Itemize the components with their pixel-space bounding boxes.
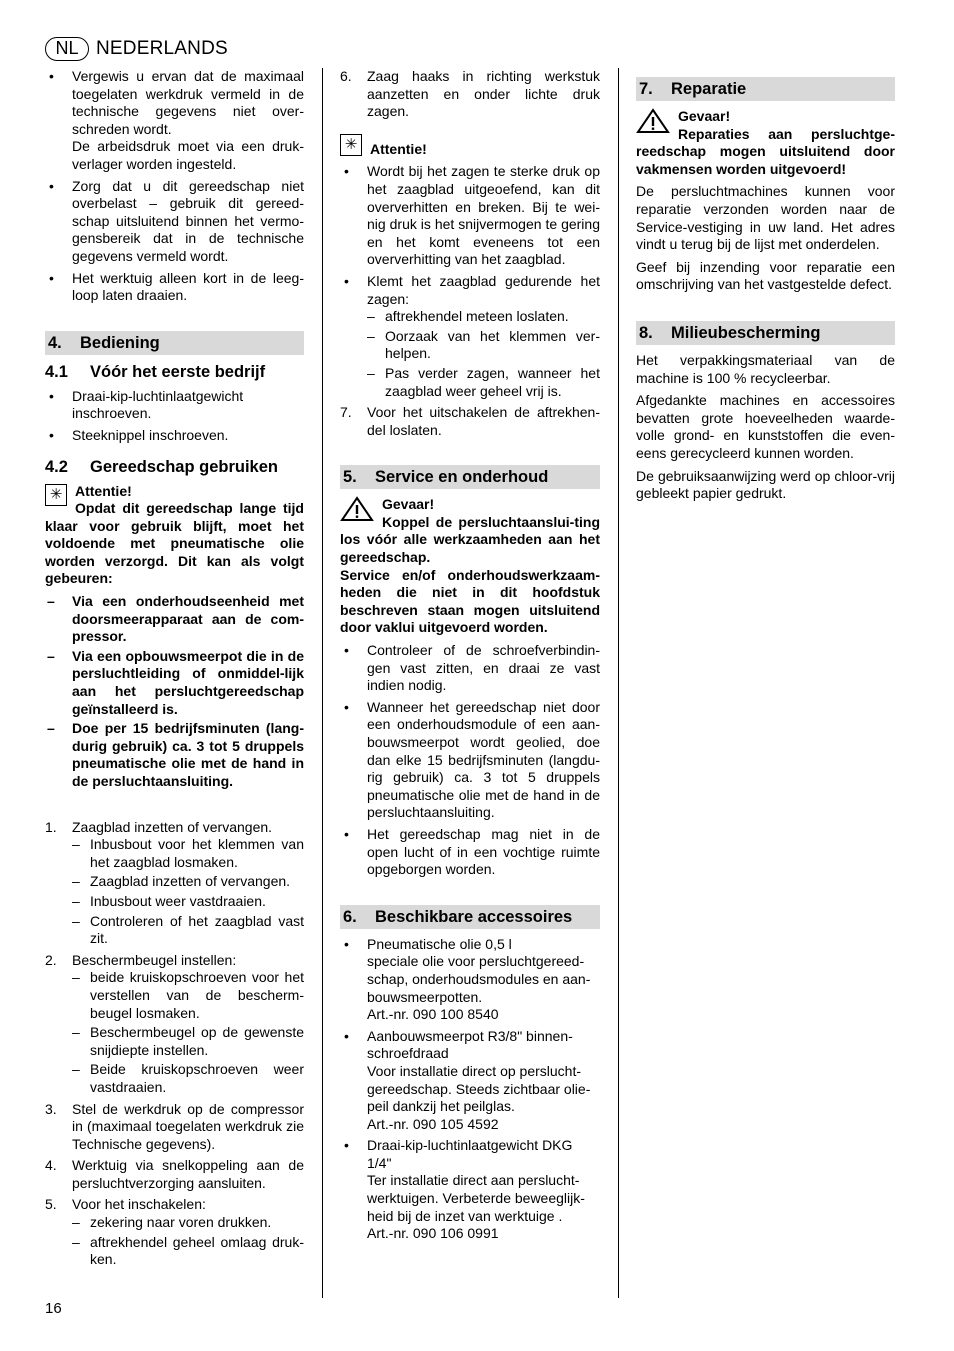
list-item: – Oorzaak van het klemmen ver-helpen.	[367, 328, 600, 363]
list-item: – Via een opbouwsmeerpot die in de persluchtleiding of onmiddel-lijk aan het persluchtgereedschap geïnstalleerd is.	[45, 648, 304, 718]
list-item: 6. Zaag haaks in richting werkstuk aanzetten en onder lichte druk zagen.	[340, 68, 600, 120]
list-item: • Vergewis u ervan dat de maximaal toegelaten werkdruk vermeld in de technische gegevens niet over-schreden wordt. De arbeidsdruk moet via een druk-verlager worden ingesteld.	[45, 68, 304, 174]
section-heading-6: 6. Beschikbare accessoires	[340, 905, 600, 929]
section-heading-8: 8. Milieubescherming	[636, 321, 895, 345]
danger-box: Gevaar! Koppel de persluchtaanslui-ting los vóór alle werkzaamheden aan het gereedschap. Service en/of onderhoudswerkzaam-heden die niet in dit hoofdstuk beschreven staan mogen uitsluitend door vaklui uitgevoerd worden.	[340, 496, 600, 636]
column-2	[340, 68, 600, 1247]
list-item: 4. Werktuig via snelkoppeling aan de persluchtverzorging aansluiten.	[45, 1157, 304, 1191]
list-item: • Pneumatische olie 0,5 l speciale olie voor persluchtgereed-schap, onderhoudsmodules en aan-bouwsmeerpotten. Art.-nr. 090 100 8540	[340, 936, 600, 1024]
paragraph: De persluchtmachines kunnen voor reparatie verzonden worden naar de Service-vestiging in uw land. Het adres vindt u terug bij de lijst met onderdelen.	[636, 183, 895, 253]
list-item: • Het gereedschap mag niet in de open lucht of in een vochtige ruimte opgeborgen worden.	[340, 826, 600, 879]
column-divider-2	[618, 68, 619, 1298]
list-item: • Zorg dat u dit gereedschap niet overbelast – gebruik dit gereed-schap uitsluitend binnen het vermo-gensbereik dat in de technische gegevens vermeld wordt.	[45, 178, 304, 266]
list-item: – Doe per 15 bedrijfsminuten (lang-durig gebruik) ca. 3 tot 5 druppels pneumatische olie met de hand in de persluchtaansluiting.	[45, 720, 304, 790]
warning-icon	[340, 496, 374, 522]
list-item: – Pas verder zagen, wanneer het zaagblad weer geheel vrij is.	[367, 365, 600, 400]
list-item: – Beide kruiskopschroeven weer vastdraaien.	[72, 1061, 304, 1096]
list-item: – Controleren of het zaagblad vast zit.	[72, 913, 304, 948]
danger-box: Gevaar! Reparaties aan persluchtge-reedschap mogen uitsluitend door vakmensen worden uitgevoerd!	[636, 108, 895, 177]
list-item: • Wordt bij het zagen te sterke druk op het zaagblad uitgeoefend, kan dit oververhitten en breken. Bij te wei-nig druk is het snijvermogen te gering en het komt eveneens tot een oververhitting van het zaagblad.	[340, 163, 600, 269]
list-item: – Via een onderhoudseenheid met doorsmeerapparaat aan de com-pressor.	[45, 593, 304, 646]
column-3	[636, 77, 895, 508]
list-item: • Steeknippel inschroeven.	[45, 427, 304, 445]
list-item: 1. Zaagblad inzetten of vervangen. – Inbusbout voor het klemmen van het zaagblad losmaken. – Zaagblad inzetten of vervangen. – Inbusbout weer vastdraaien. – Controleren of het zaagblad vast zit.	[45, 819, 304, 948]
list-item: – Inbusbout weer vastdraaien.	[72, 893, 304, 911]
subsection-heading-4-2: 4.2 Gereedschap gebruiken	[45, 457, 278, 476]
column-divider-1	[322, 68, 323, 1298]
list-item: • Draai-kip-luchtinlaatgewicht inschroeven.	[45, 388, 304, 423]
list-item: 5. Voor het inschakelen: – zekering naar voren drukken. – aftrekhendel geheel omlaag druk-ken.	[45, 1196, 304, 1268]
list-item: • Draai-kip-luchtinlaatgewicht DKG 1/4" Ter installatie direct aan perslucht-werktuigen. Verbeterde beweeglijk-heid bij de inzet van werktuige . Art.-nr. 090 106 0991	[340, 1137, 600, 1243]
list-item: 2. Beschermbeugel instellen: – beide kruiskopschroeven voor het verstellen van de bescherm-beugel losmaken. – Beschermbeugel op de gewenste snijdiepte instellen. – Beide kruiskopschroeven weer vastdraaien.	[45, 952, 304, 1097]
accessories-list	[340, 936, 600, 1243]
steps-list	[45, 819, 304, 1269]
list-item: – beide kruiskopschroeven voor het verstellen van de bescherm-beugel losmaken.	[72, 969, 304, 1022]
attention-icon: ✳	[340, 134, 362, 156]
list-item: – Beschermbeugel op de gewenste snijdiepte instellen.	[72, 1024, 304, 1059]
list-item: • Wanneer het gereedschap niet door een onderhoudsmodule of een aan-bouwsmeerpot wordt geolied, doe dan elke 15 bedrijfsminuten (langdu-rig gebruik) ca. 3 tot 5 druppels pneumatische olie met de hand in de persluchtaansluiting.	[340, 699, 600, 822]
page-header	[45, 37, 228, 61]
column-1	[45, 68, 304, 1273]
warning-icon	[636, 108, 670, 134]
attention-title: Attentie! Opdat dit gereedschap lange tijd klaar voor gebruik blijft, moet het voldoende met pneumatische olie worden verzorgd. Dit kan als volgt gebeuren:	[45, 482, 304, 587]
list-item: • Klemt het zaagblad gedurende het zagen: – aftrekhendel meteen loslaten. – Oorzaak van het klemmen ver-helpen. – Pas verder zagen, wanneer het zaagblad weer geheel vrij is.	[340, 273, 600, 400]
attention-box	[340, 133, 600, 159]
list-item: – aftrekhendel geheel omlaag druk-ken.	[72, 1234, 304, 1269]
list-item: • Aanbouwsmeerpot R3/8" binnen-schroefdraad Voor installatie direct op perslucht-gereedschap. Steeds zichtbaar olie-peil dankzij het peilglas. Art.-nr. 090 105 4592	[340, 1028, 600, 1134]
section-heading-5: 5. Service en onderhoud	[340, 465, 600, 489]
language-name: NEDERLANDS	[96, 38, 228, 60]
list-item: – aftrekhendel meteen loslaten.	[367, 308, 600, 326]
attention-title: Attentie!	[370, 140, 427, 157]
s41-bullets	[45, 388, 304, 445]
list-item: 7. Voor het uitschakelen de aftrekhen-del loslaten.	[340, 404, 600, 438]
language-badge: NL	[45, 37, 89, 61]
list-item: – Inbusbout voor het klemmen van het zaagblad losmaken.	[72, 836, 304, 871]
paragraph: Geef bij inzending voor reparatie een omschrijving van het vastgestelde defect.	[636, 258, 895, 293]
paragraph: De gebruiksaanwijzing werd op chloor-vrij gebleekt papier gedrukt.	[636, 467, 895, 502]
intro-bullets	[45, 68, 304, 305]
list-item: – Zaagblad inzetten of vervangen.	[72, 873, 304, 891]
list-item: – zekering naar voren drukken.	[72, 1214, 304, 1232]
attention-box	[45, 483, 304, 589]
page-number: 16	[45, 1300, 62, 1317]
attention-dashes	[45, 593, 304, 791]
subsection-heading-4-1: 4.1 Vóór het eerste bedrijf	[45, 362, 266, 381]
section-heading-4: 4. Bediening	[45, 331, 304, 355]
list-item: • Het werktuig alleen kort in de leeg-loop laten draaien.	[45, 270, 304, 305]
attention-icon: ✳	[45, 484, 67, 506]
list-item: 3. Stel de werkdruk op de compressor in (maximaal toegelaten werkdruk zie Technische gegevens).	[45, 1100, 304, 1152]
list-item: • Controleer of de schroefverbindin-gen vast zitten, en draai ze vast indien nodig.	[340, 642, 600, 695]
section-heading-7: 7. Reparatie	[636, 77, 895, 101]
paragraph: Het verpakkingsmateriaal van de machine is 100 % recycleerbar.	[636, 351, 895, 386]
paragraph: Afgedankte machines en accessoires bevatten grote hoeveelheden waarde-volle grond- en kunststoffen die even-eens gerecycleerd kunnen worden.	[636, 392, 895, 461]
